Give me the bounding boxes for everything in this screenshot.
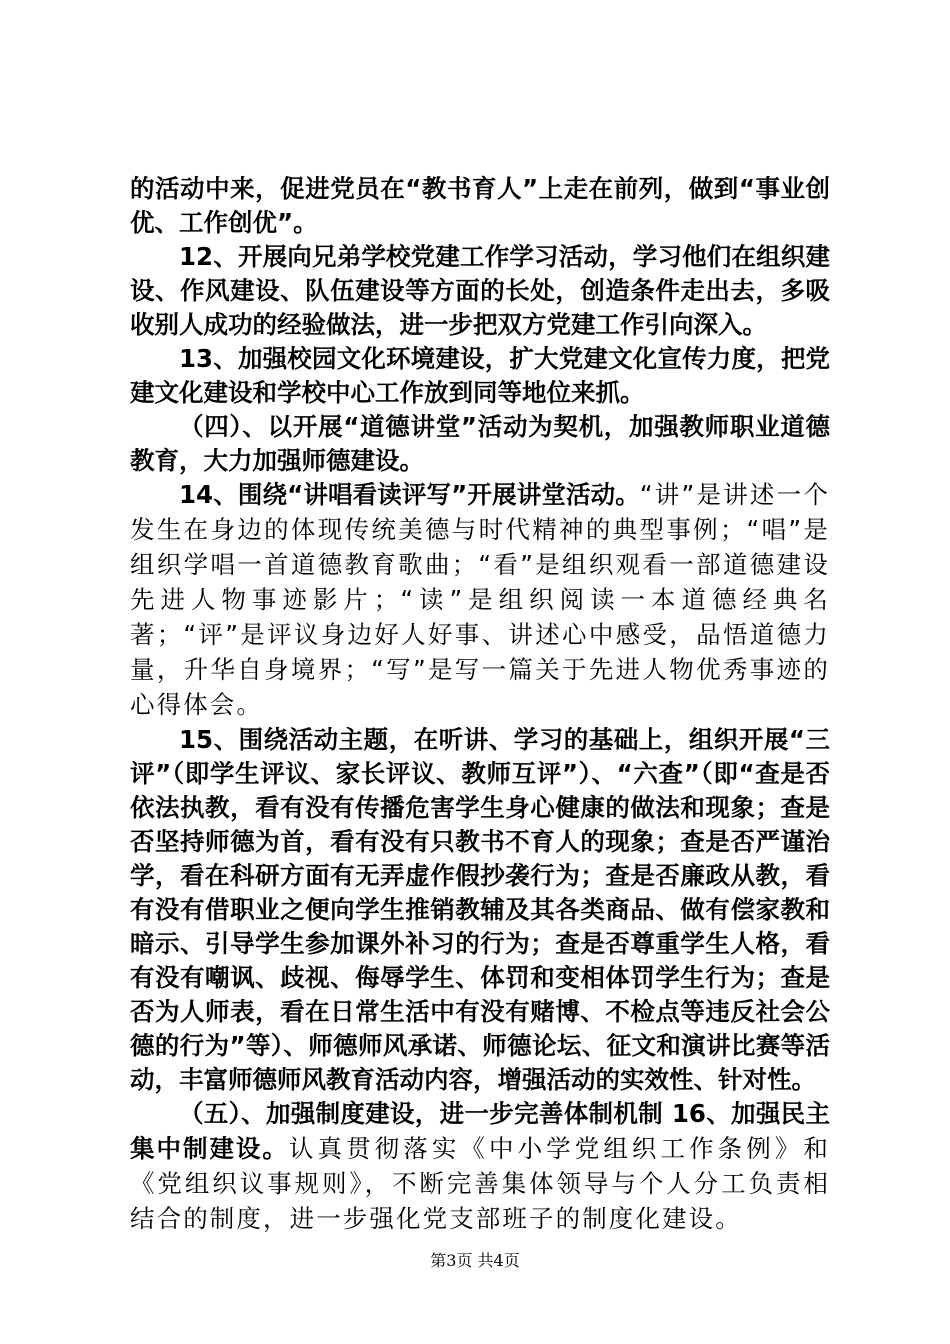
- paragraph-item-13: 13、加强校园文化环境建设，扩大党建文化宣传力度，把党建文化建设和学校中心工作放到同等地位来抓。: [130, 344, 830, 407]
- paragraph-continuation: 的活动中来，促进党员在“教书育人”上走在前列，做到“事业创优、工作创优”。: [130, 174, 830, 237]
- item-14-lead: 14、围绕“讲唱看读评写”开展讲堂活动。: [179, 480, 640, 509]
- paragraph-item-15: 15、围绕活动主题，在听讲、学习的基础上，组织开展“三评”（即学生评议、家长评议、教师互评”）、“六查”（即“查是否依法执教，看有没有传播危害学生身心健康的做法和现象；查是否坚持师德为首，看有没有只教书不育人的现象；查是否严谨治学，看在科研方面有无弄虚作假抄袭行为；查是否廉政从教，看有没有借职业之便向学生推销教辅及其各类商品、做有偿家教和暗示、引导学生参加课外补习的行为；查是否尊重学生人格，看有没有嘲讽、歧视、侮辱学生、体罚和变相体罚学生行为；查是否为人师表，看在日常生活中有没有赌博、不检点等违反社会公德的行为”等）、师德师风承诺、师德论坛、征文和演讲比赛等活动，丰富师德师风教育活动内容，增强活动的实效性、针对性。: [130, 725, 830, 1094]
- page-number-footer: 第3页 共4页: [430, 1251, 520, 1270]
- item-14-detail: “讲”是讲述一个发生在身边的体现传统美德与时代精神的典型事例；“唱”是组织学唱一首道德教育歌曲；“看”是组织观看一部道德建设先进人物事迹影片；“读”是组织阅读一本道德经典名著；“评”是评议身边好人好事、讲述心中感受，品悟道德力量，升华自身境界；“写”是写一篇关于先进人物优秀事迹的心得体会。: [130, 480, 831, 719]
- paragraph-item-14: [130, 478, 830, 723]
- paragraph-item-12: 12、开展向兄弟学校党建工作学习活动，学习他们在组织建设、作风建设、队伍建设等方面的长处，创造条件走出去，多吸收别人成功的经验做法，进一步把双方党建工作引向深入。: [130, 242, 830, 339]
- paragraph-item-16: [130, 1097, 830, 1237]
- section-heading-5: （五）、加强制度建设，进一步完善体制机制 16、加强民主集中制建设。: [130, 1099, 830, 1163]
- section-heading-4: （四）、以开展“道德讲堂”活动为契机，加强教师职业道德教育，大力加强师德建设。: [130, 412, 830, 475]
- item-16-detail: 认真贯彻落实《中小学党组织工作条例》和《党组织议事规则》，不断完善集体领导与个人分工负责相结合的制度，进一步强化党支部班子的制度化建设。: [130, 1134, 830, 1233]
- document-body: [130, 172, 830, 1237]
